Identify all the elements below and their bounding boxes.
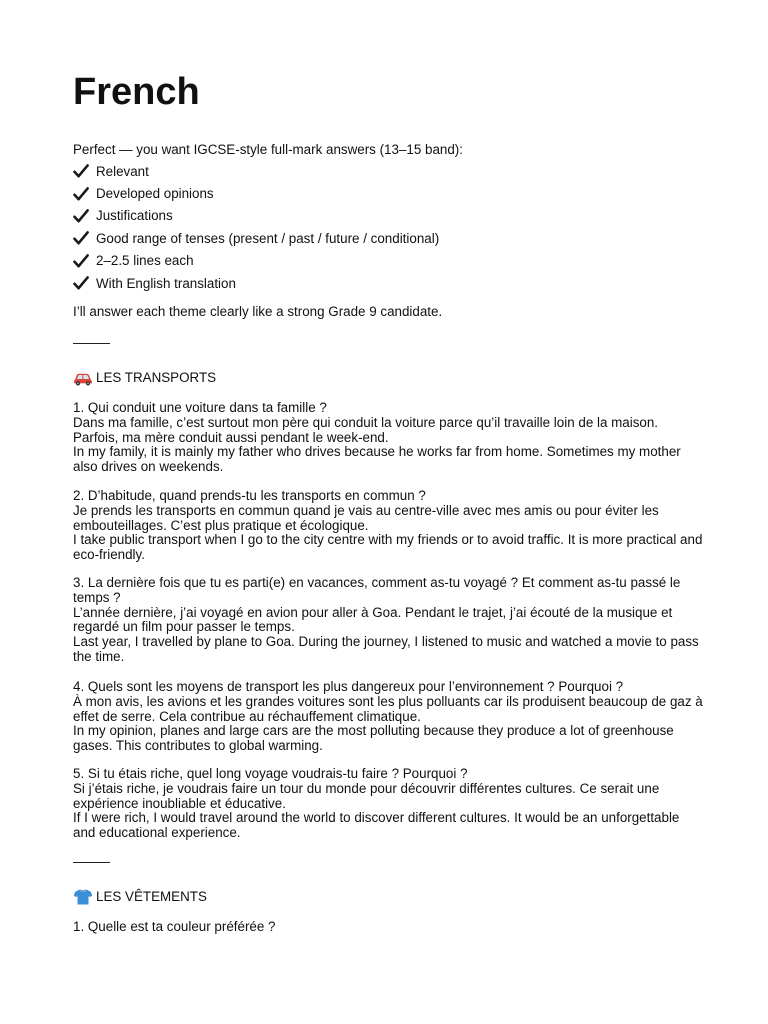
section-heading-clothes <box>73 888 207 906</box>
candidate-statement: I’ll answer each theme clearly like a strong Grade 9 candidate. <box>73 304 443 319</box>
checklist-item-label: With English translation <box>96 275 236 291</box>
document-title: French <box>73 71 200 113</box>
checklist-item-label: Good range of tenses (present / past / future / conditional) <box>96 230 440 246</box>
qa-block <box>73 401 703 475</box>
car-icon <box>73 369 93 387</box>
section-heading-transports <box>73 369 216 387</box>
checklist-item <box>73 205 439 227</box>
question-text: 2. D’habitude, quand prends-tu les transports en commun ? <box>73 488 426 503</box>
check-mark-icon <box>73 230 89 246</box>
section-divider <box>73 862 110 863</box>
answer-english: Last year, I travelled by plane to Goa. During the journey, I listened to music and watched a movie to pass the time. <box>73 634 699 664</box>
qa-block <box>73 489 703 563</box>
section-divider <box>73 343 110 344</box>
check-mark-icon <box>73 275 89 291</box>
checklist-item <box>73 160 439 182</box>
question-text: 1. Qui conduit une voiture dans ta famille ? <box>73 400 327 415</box>
answer-english: In my family, it is mainly my father who drives because he works far from home. Sometimes my mother also drives on weekends. <box>73 444 681 475</box>
answer-english: I take public transport when I go to the city centre with my friends or to avoid traffic. It is more practical and eco-friendly. <box>73 532 703 563</box>
section-heading-label: LES VÊTEMENTS <box>96 889 207 904</box>
check-mark-icon <box>73 253 89 269</box>
answer-french: L’année dernière, j’ai voyagé en avion pour aller à Goa. Pendant le trajet, j’ai écouté de la musique et regardé un film pour passer le temps. <box>73 604 673 635</box>
qa-block <box>73 767 703 841</box>
checklist-item-label: Justifications <box>96 208 173 224</box>
checklist-item <box>73 250 439 272</box>
question-text: 3. La dernière fois que tu es parti(e) en vacances, comment as-tu voyagé ? Et comment as-tu passé le temps ? <box>73 575 681 605</box>
check-mark-icon <box>73 186 89 202</box>
qa-block <box>73 920 703 935</box>
checklist-item-label: 2–2.5 lines each <box>96 253 194 269</box>
checklist-item <box>73 182 439 204</box>
answer-french: À mon avis, les avions et les grandes voitures sont les plus polluants car ils produisent beaucoup de gaz à effet de serre. Cela contribue au réchauffement climatique. <box>73 693 703 724</box>
checklist-item <box>73 227 439 249</box>
question-text: 1. Quelle est ta couleur préférée ? <box>73 919 276 934</box>
intro-text: Perfect — you want IGCSE-style full-mark answers (13–15 band): <box>73 142 463 157</box>
section-heading-label: LES TRANSPORTS <box>96 370 217 385</box>
question-text: 4. Quels sont les moyens de transport les plus dangereux pour l’environnement ? Pourquoi ? <box>73 679 624 694</box>
checklist-item <box>73 272 439 294</box>
requirements-checklist <box>73 160 439 294</box>
qa-block <box>73 680 703 754</box>
answer-english: In my opinion, planes and large cars are the most polluting because they produce a lot of greenhouse gases. This contributes to global warming. <box>73 723 674 754</box>
check-mark-icon <box>73 208 89 224</box>
question-text: 5. Si tu étais riche, quel long voyage voudrais-tu faire ? Pourquoi ? <box>73 766 468 781</box>
tshirt-icon <box>73 888 93 906</box>
answer-french: Dans ma famille, c’est surtout mon père qui conduit la voiture parce qu’il travaille loin de la maison. Parfois, ma mère conduit aussi pendant le week-end. <box>73 414 659 445</box>
check-mark-icon <box>73 163 89 179</box>
qa-block <box>73 576 703 665</box>
checklist-item-label: Relevant <box>96 163 149 179</box>
answer-english: If I were rich, I would travel around the world to discover different cultures. It would be an unforgettable and educational experience. <box>73 810 680 841</box>
answer-french: Je prends les transports en commun quand je vais au centre-ville avec mes amis ou pour éviter les embouteillages. C’est plus pratique et écologique. <box>73 502 659 533</box>
answer-french: Si j’étais riche, je voudrais faire un tour du monde pour découvrir différentes cultures. Ce serait une expérience inoubliable et éducative. <box>73 780 660 811</box>
checklist-item-label: Developed opinions <box>96 186 214 202</box>
